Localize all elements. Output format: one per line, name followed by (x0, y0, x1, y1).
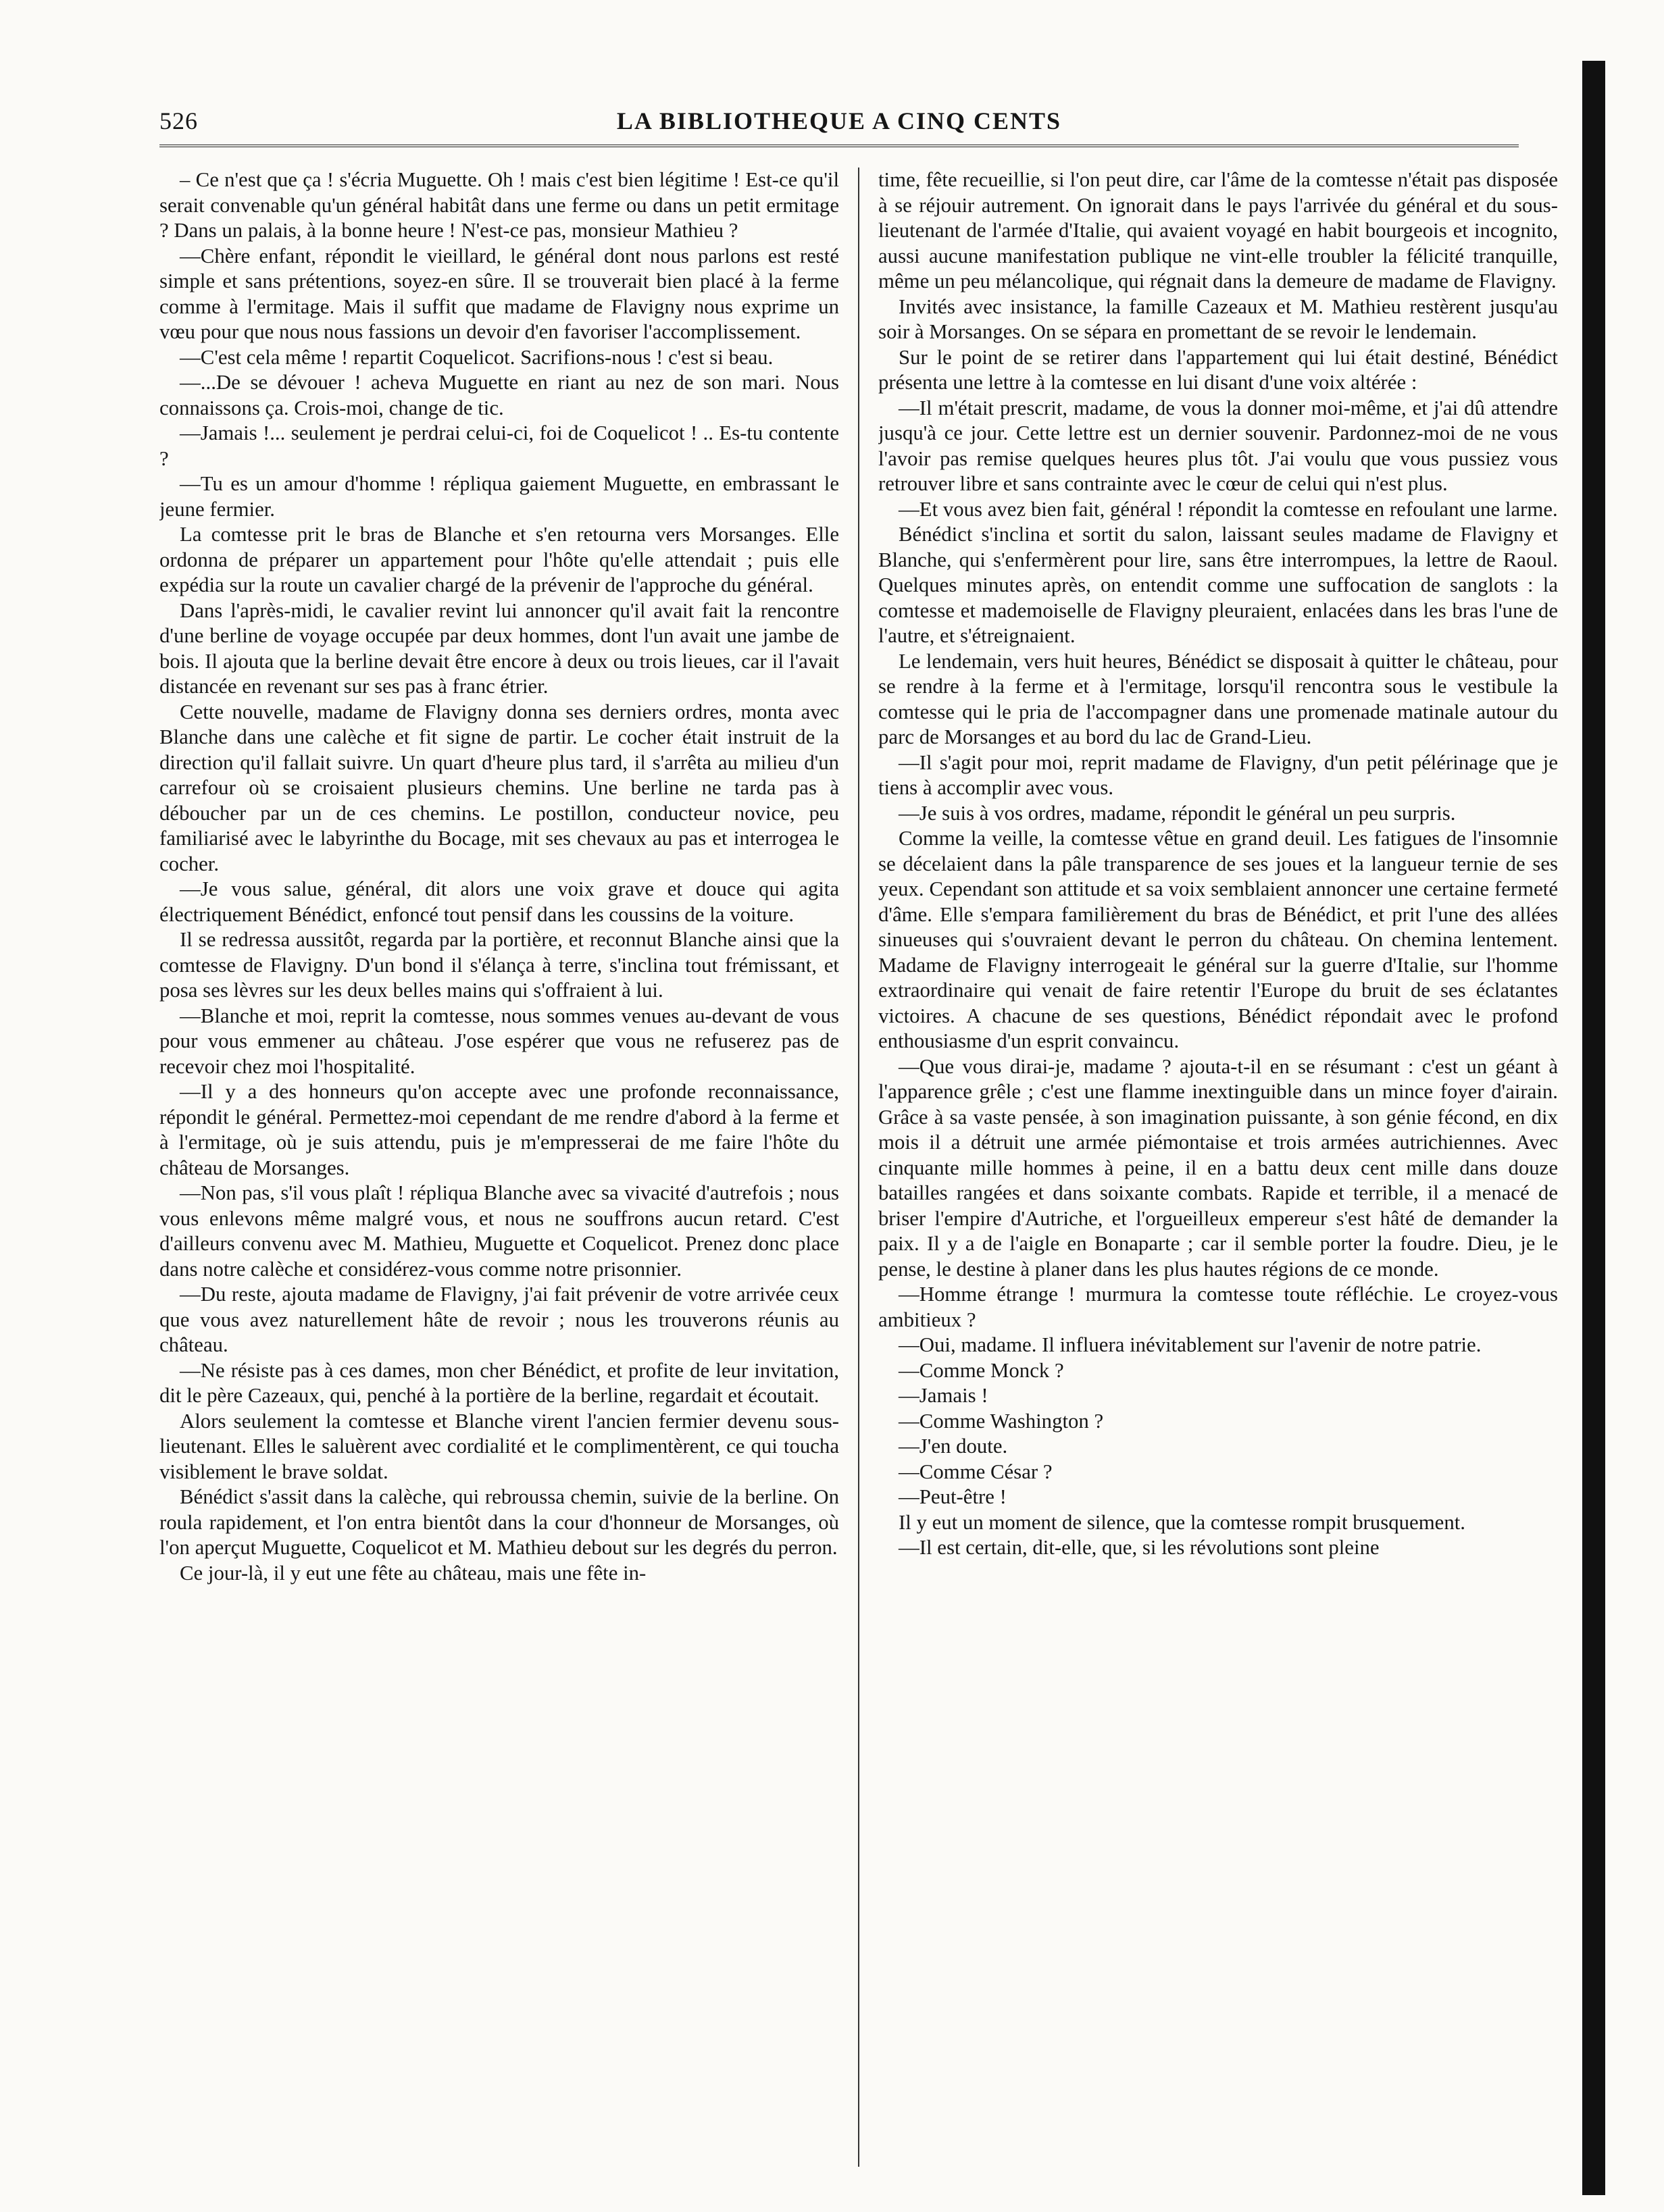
paragraph: —Comme César ? (899, 1460, 1053, 1483)
paragraph: —Du reste, ajouta madame de Flavigny, j'ai fait prévenir de votre arrivée ceux que vous avez naturellement hâte de revoir ; nous les trouverons réunis au château. (159, 1283, 839, 1356)
paragraph: —Et vous avez bien fait, général ! répondit la comtesse en refoulant une larme. (899, 497, 1558, 521)
paragraph: —Je suis à vos ordres, madame, répondit le général un peu surpris. (899, 801, 1456, 825)
paragraph: —J'en doute. (899, 1435, 1008, 1458)
page-number: 526 (159, 107, 198, 134)
paragraph: Alors seulement la comtesse et Blanche virent l'ancien fermier devenu sous-lieutenant. Elles le saluèrent avec cordialité et le complimentèrent, ce qui toucha visiblement le brave soldat. (159, 1409, 839, 1483)
paragraph: —Il est certain, dit-elle, que, si les révolutions sont pleine (899, 1536, 1380, 1559)
paragraph: —...De se dévouer ! acheva Muguette en riant au nez de son mari. Nous connaissons ça. Crois-moi, change de tic. (159, 371, 839, 419)
paragraph: Dans l'après-midi, le cavalier revint lui annoncer qu'il avait fait la rencontre d'une berline de voyage occupée par deux hommes, dont l'un avait une jambe de bois. Il ajouta que la berline devait être encore à deux ou trois lieues, car il l'avait distancée en revenant sur ses pas à franc étrier. (159, 598, 839, 698)
left-column (159, 168, 839, 2187)
paragraph: —Blanche et moi, reprit la comtesse, nous sommes venues au-devant de vous pour vous emmener au château. J'ose espérer que vous ne refuserez pas de recevoir chez moi l'hospitalité. (159, 1004, 839, 1078)
paragraph: —Peut-être ! (899, 1485, 1007, 1508)
paragraph: Bénédict s'inclina et sortit du salon, laissant seules madame de Flavigny et Blanche, qui s'enfermèrent pour lire, sans être interrompues, la lettre de Raoul. Quelques minutes après, on entendit comme une suffocation de sanglots : la comtesse et mademoiselle de Flavigny pleuraient, enlacées dans les bras l'une de l'autre, et s'étreignaient. (878, 523, 1558, 647)
paragraph: —Comme Monck ? (899, 1358, 1064, 1382)
paragraph: —C'est cela même ! repartit Coquelicot. Sacrifions-nous ! c'est si beau. (180, 345, 774, 369)
paragraph: —Ne résiste pas à ces dames, mon cher Bénédict, et profite de leur invitation, dit le père Cazeaux, qui, penché à la portière de la berline, regardait et écoutait. (159, 1358, 839, 1407)
paragraph: —Comme Washington ? (899, 1409, 1104, 1433)
paragraph: —Non pas, s'il vous plaît ! répliqua Blanche avec sa vivacité d'autrefois ; nous vous enlevons même malgré vous, et nous ne souffrons aucun retard. C'est d'ailleurs convenu avec M. Mathieu, Muguette et Coquelicot. Prenez donc place dans notre calèche et considérez-vous comme notre prisonnier. (159, 1181, 839, 1281)
paragraph: —Chère enfant, répondit le vieillard, le général dont nous parlons est resté simple et sans prétentions, soyez-en sûre. Il se trouverait bien placé à la ferme comme à l'ermitage. Mais il suffit que madame de Flavigny nous exprime un vœu pour que nous nous fassions un devoir d'en favoriser l'accomplissement. (159, 244, 839, 343)
paragraph: Invités avec insistance, la famille Cazeaux et M. Mathieu restèrent jusqu'au soir à Morsanges. On se sépara en promettant de se revoir le lendemain. (878, 294, 1558, 343)
paragraph: Ce jour-là, il y eut une fête au château, mais une fête in- (180, 1561, 647, 1585)
page-edge-bar (1582, 61, 1605, 2195)
paragraph: —Il m'était prescrit, madame, de vous la donner moi-même, et j'ai dû attendre jusqu'à ce jour. Cette lettre est un dernier souvenir. Pardonnez-moi de ne vous l'avoir pas remise quelques heures plus tôt. J'ai voulu que vous pussiez vous retrouver libre et sans contrainte avec le cœur de celui qui n'est plus. (878, 396, 1558, 495)
paragraph: Cette nouvelle, madame de Flavigny donna ses derniers ordres, monta avec Blanche dans une calèche et fit signe de partir. Le cocher était instruit de la direction qu'il fallait suivre. Un quart d'heure plus tard, il s'arrêta au milieu d'un carrefour où se croisaient plusieurs chemins. Une berline ne tarda pas à déboucher par un de ces chemins. Le postillon, conducteur novice, peu familiarisé avec le labyrinthe du Bocage, mit ses chevaux au pas et interrogea le cocher. (159, 700, 839, 875)
paragraph: Il y eut un moment de silence, que la comtesse rompit brusquement. (899, 1510, 1466, 1534)
paragraph: —Jamais ! (899, 1384, 988, 1407)
paragraph: —Il s'agit pour moi, reprit madame de Flavigny, d'un petit pélérinage que je tiens à accomplir avec vous. (878, 750, 1558, 799)
column-divider (858, 168, 859, 2167)
running-title: LA BIBLIOTHEQUE A CINQ CENTS (616, 107, 1062, 134)
paragraph: Comme la veille, la comtesse vêtue en grand deuil. Les fatigues de l'insomnie se décelaient dans la pâle transparence de ses joues et la langueur ternie de ses yeux. Cependant son attitude et sa voix semblaient annoncer une certaine fermeté d'âme. Elle s'empara familièrement du bras de Bénédict, et prit l'une des allées sinueuses qui s'ouvraient devant le perron du château. On chemina lentement. Madame de Flavigny interrogeait le général sur la guerre d'Italie, sur l'homme extraordinaire qui venait de faire retentir l'Europe du bruit de ses éclatantes victoires. A chacune de ses questions, Bénédict répondait avec le profond enthousiasme d'un esprit convaincu. (878, 827, 1558, 1052)
paragraph: Il se redressa aussitôt, regarda par la portière, et reconnut Blanche ainsi que la comtesse de Flavigny. D'un bond il s'élança à terre, s'inclina tout frémissant, et posa ses lèvres sur les deux belles mains qui s'offraient à lui. (159, 928, 839, 1002)
paragraph: – Ce n'est que ça ! s'écria Muguette. Oh ! mais c'est bien légitime ! Est-ce qu'il serait convenable qu'un général habitât dans une ferme ou dans un petit ermitage ? Dans un palais, à la bonne heure ! N'est-ce pas, monsieur Mathieu ? (159, 168, 839, 242)
page-header (159, 107, 1519, 142)
paragraph: Le lendemain, vers huit heures, Bénédict se disposait à quitter le château, pour se rendre à la ferme et à l'ermitage, lorsqu'il rencontra sous le vestibule la comtesse qui le pria de l'accompagner dans une promenade matinale autour du parc de Morsanges et au bord du lac de Grand-Lieu. (878, 649, 1558, 748)
paragraph: Sur le point de se retirer dans l'appartement qui lui était destiné, Bénédict présenta une lettre à la comtesse en lui disant d'une voix altérée : (878, 345, 1558, 394)
paragraph: —Homme étrange ! murmura la comtesse toute réfléchie. Le croyez-vous ambitieux ? (878, 1283, 1558, 1331)
paragraph: —Il y a des honneurs qu'on accepte avec une profonde reconnaissance, répondit le général. Permettez-moi cependant de me rendre d'abord à la ferme et à l'ermitage, où je suis attendu, puis je m'empresserai de me faire l'hôte du château de Morsanges. (159, 1080, 839, 1179)
paragraph: —Je vous salue, général, dit alors une voix grave et douce qui agita électriquement Bénédict, enfoncé tout pensif dans les coussins de la voiture. (159, 877, 839, 926)
paragraph: La comtesse prit le bras de Blanche et s'en retourna vers Morsanges. Elle ordonna de préparer un appartement pour l'hôte qu'elle attendait ; puis elle expédia sur la route un cavalier chargé de la prévenir de l'approche du général. (159, 523, 839, 596)
paragraph: —Tu es un amour d'homme ! répliqua gaiement Muguette, en embrassant le jeune fermier. (159, 472, 839, 521)
paragraph: Bénédict s'assit dans la calèche, qui rebroussa chemin, suivie de la berline. On roula rapidement, et l'on entra bientôt dans la cour d'honneur de Morsanges, où l'on aperçut Muguette, Coquelicot et M. Mathieu debout sur les degrés du perron. (159, 1485, 839, 1559)
header-rule (159, 145, 1519, 147)
right-column (878, 168, 1558, 2187)
paragraph: —Jamais !... seulement je perdrai celui-ci, foi de Coquelicot ! .. Es-tu contente ? (159, 421, 839, 470)
paragraph: time, fête recueillie, si l'on peut dire, car l'âme de la comtesse n'était pas disposée à se réjouir autrement. On ignorait dans le pays l'arrivée du général et du sous-lieutenant de l'armée d'Italie, qui avaient voyagé en habit bourgeois et incognito, aussi aucune manifestation publique ne vint-elle troubler la félicité tranquille, même un peu mélancolique, qui régnait dans la demeure de madame de Flavigny. (878, 168, 1558, 292)
paragraph: —Que vous dirai-je, madame ? ajouta-t-il en se résumant : c'est un géant à l'apparence grêle ; c'est une flamme inextinguible dans un mince foyer d'airain. Grâce à sa vaste pensée, à son imagination puissante, à son génie fécond, en dix mois il a détruit une armée piémontaise et trois armées autrichiennes. Avec cinquante mille hommes à peine, il en a battu deux cent mille dans douze batailles rangées et dans soixante combats. Rapide et terrible, il a menacé de briser l'empire d'Autriche, et l'orgueilleux empereur s'est hâté de demander la paix. Il y a de l'aigle en Bonaparte ; car il semble porter la foudre. Dieu, je le pense, le destine à planer dans les plus hautes régions de ce monde. (878, 1054, 1558, 1281)
paragraph: —Oui, madame. Il influera inévitablement sur l'avenir de notre patrie. (899, 1333, 1482, 1356)
